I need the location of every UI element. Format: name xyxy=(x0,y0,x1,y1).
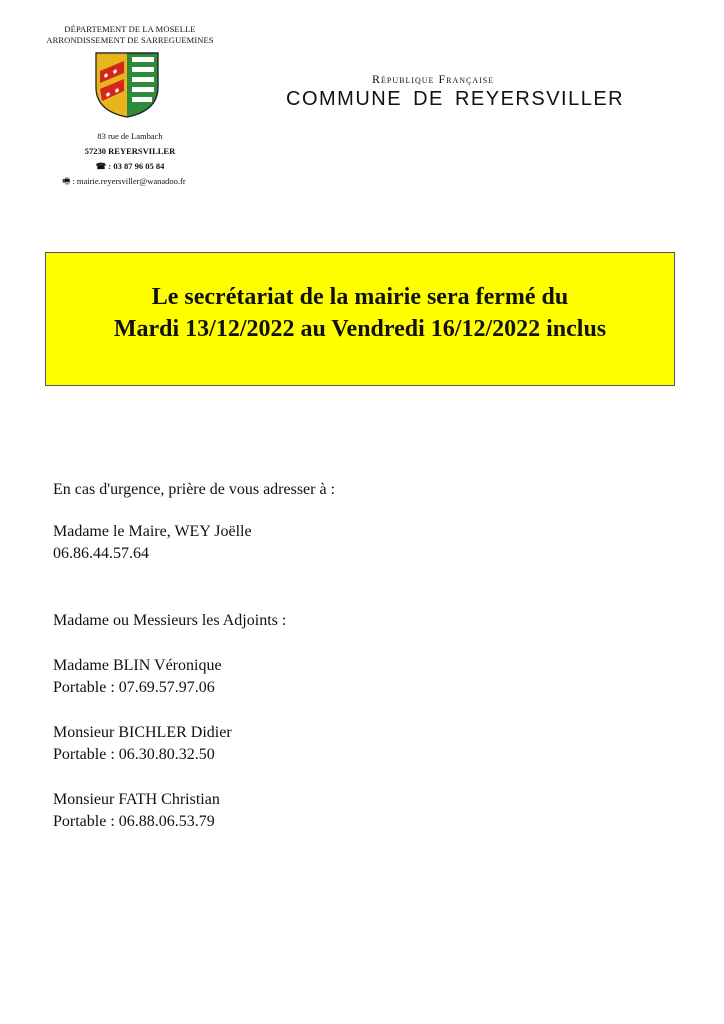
adjoint-phone: Portable : 06.30.80.32.50 xyxy=(53,746,215,763)
adjoint-name: Monsieur BICHLER Didier xyxy=(53,724,232,741)
address-block xyxy=(40,129,220,189)
urgency-intro: En cas d'urgence, prière de vous adresser à : xyxy=(53,481,336,498)
adjoint-name: Madame BLIN Véronique xyxy=(53,657,222,674)
adjoints-intro: Madame ou Messieurs les Adjoints : xyxy=(53,612,287,629)
adjoint-name: Monsieur FATH Christian xyxy=(53,791,220,808)
department-header xyxy=(30,24,230,46)
notice-line-1: Le secrétariat de la mairie sera fermé du xyxy=(151,284,569,310)
commune-title: COMMUNE DE REYERSVILLER xyxy=(286,88,625,110)
address-street: 83 rue de Lambach xyxy=(97,131,163,141)
department-name: DÉPARTEMENT DE LA MOSELLE xyxy=(64,24,196,34)
phone-number: ☎ : 03 87 96 05 84 xyxy=(95,161,165,171)
republic-label: République Française xyxy=(372,72,495,86)
notice-line-2: Mardi 13/12/2022 au Vendredi 16/12/2022 inclus xyxy=(113,316,607,342)
commune-crest-logo xyxy=(94,51,160,119)
mayor-name: Madame le Maire, WEY Joëlle xyxy=(53,523,252,540)
email-address: 🖷 : mairie.reyersviller@wanadoo.fr xyxy=(62,176,186,186)
adjoint-phone: Portable : 07.69.57.97.06 xyxy=(53,679,215,696)
adjoint-phone: Portable : 06.88.06.53.79 xyxy=(53,813,215,830)
address-city: 57230 REYERSVILLER xyxy=(84,146,176,156)
arrondissement-name: ARRONDISSEMENT DE SARREGUEMINES xyxy=(46,35,214,45)
mayor-phone: 06.86.44.57.64 xyxy=(53,545,149,562)
closure-notice-box xyxy=(45,252,675,386)
